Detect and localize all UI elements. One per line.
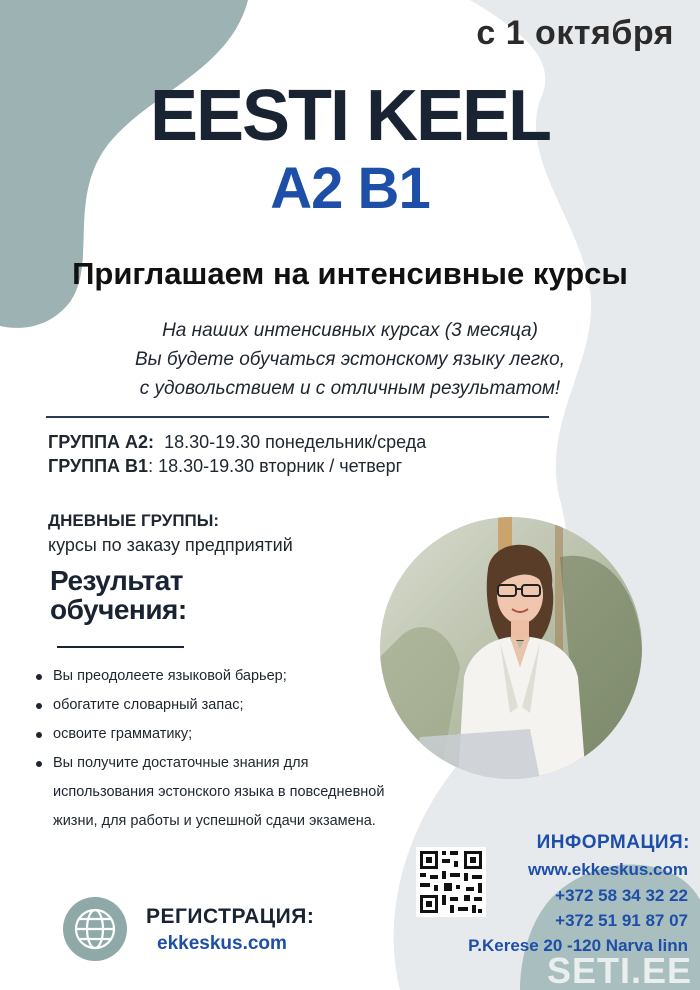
list-item: освоите грамматику; [32,720,402,749]
info-phone-2[interactable]: +372 51 91 87 07 [555,911,688,930]
results-title-line: Результат [50,565,184,596]
course-title: EESTI KEEL [149,76,551,156]
intro-text [0,316,700,403]
registration-link[interactable]: ekkeskus.com [157,933,287,954]
start-date: с 1 октября [476,14,674,52]
info-title: ИНФОРМАЦИЯ: [536,832,690,853]
teacher-photo [380,517,642,779]
results-title-line: обучения: [50,594,187,625]
results-divider [57,646,184,648]
intro-line: На наших интенсивных курсах (3 месяца) [162,320,538,341]
course-levels: A2 B1 [270,156,430,221]
intro-line: Вы будете обучаться эстонскому языку легко, [134,349,565,370]
group-a2-schedule [48,432,426,453]
info-address: P.Kerese 20 -120 Narva linn [468,936,688,955]
watermark-logo: SETI.EE [546,950,692,990]
results-list [32,662,402,836]
info-website-link[interactable]: www.ekkeskus.com [527,860,688,879]
invitation-headline: Приглашаем на интенсивные курсы [72,256,628,291]
divider [46,416,549,418]
group-time: 18.30-19.30 понедельник/среда [164,432,427,452]
day-groups-text: курсы по заказу предприятий [48,535,293,555]
qr-code-icon[interactable] [416,847,486,917]
group-time: : 18.30-19.30 вторник / четверг [148,456,403,476]
results-title [50,566,187,624]
intro-line: с удовольствием и с отличным результатом! [139,378,561,399]
group-label: ГРУППА В1 [48,456,149,476]
day-groups-title: ДНЕВНЫЕ ГРУППЫ: [48,511,220,530]
registration-title: РЕГИСТРАЦИЯ: [146,905,315,928]
list-item: Вы получите достаточные знания для использования эстонского языка в повседневной жизни, для работы и успешной сдачи экзамена. [32,749,402,836]
group-b1-schedule [48,456,402,477]
info-phone-1[interactable]: +372 58 34 32 22 [555,886,688,905]
globe-icon [63,897,127,961]
list-item: Вы преодолеете языковой барьер; [32,662,402,691]
list-item: обогатите словарный запас; [32,691,402,720]
group-label: ГРУППА А2: [48,432,155,452]
